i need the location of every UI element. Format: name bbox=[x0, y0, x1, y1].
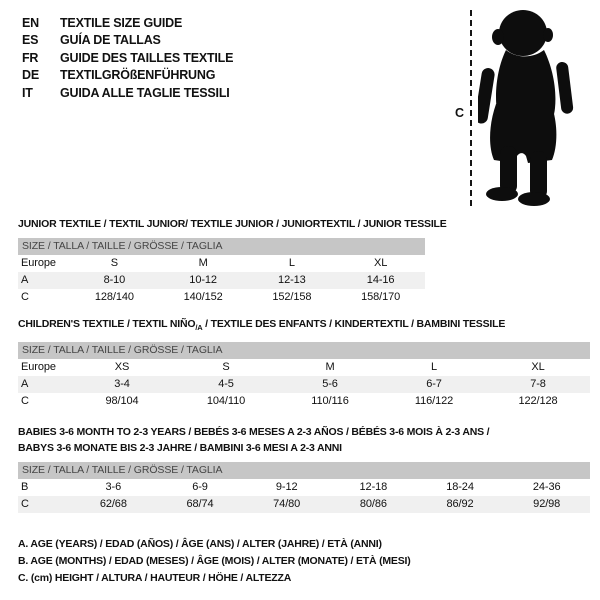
title-text: JUNIOR TEXTILE / TEXTIL JUNIOR/ TEXTILE JUNIOR / JUNIORTEXTIL / JUNIOR TESSILE bbox=[18, 218, 447, 230]
row-label: C bbox=[21, 498, 29, 510]
table-cell: 14-16 bbox=[366, 274, 395, 286]
table-title-line bbox=[18, 440, 590, 456]
footnote: B. AGE (MONTHS) / EDAD (MESES) / ÂGE (MOIS) / ALTER (MONATE) / ETÀ (MESI) bbox=[18, 555, 411, 567]
title-text: / TEXTILE DES ENFANTS / KINDERTEXTIL / BAMBINI TESSILE bbox=[202, 318, 506, 330]
language-code: DE bbox=[22, 68, 39, 83]
table-cell: L bbox=[430, 361, 438, 374]
table-cell: XL bbox=[531, 361, 545, 374]
table-cell: 12-18 bbox=[359, 481, 388, 493]
table-cell: 8-10 bbox=[103, 274, 126, 286]
table-cell: 158/170 bbox=[361, 291, 401, 303]
language-label: GUIDA ALLE TAGLIE TESSILI bbox=[60, 85, 230, 100]
table-cell: 80/86 bbox=[359, 498, 387, 510]
junior-size-section bbox=[18, 216, 447, 306]
table-cell: 110/116 bbox=[311, 395, 349, 408]
table-title-line bbox=[18, 216, 447, 232]
table-cell: 24-36 bbox=[532, 481, 561, 493]
title-subscript: /A bbox=[195, 323, 203, 333]
children-size-section bbox=[18, 316, 590, 410]
size-header-row: SIZE / TALLA / TAILLE / GRÖSSE / TAGLIA bbox=[18, 462, 590, 479]
babies-size-table bbox=[18, 462, 590, 513]
row-label: Europe bbox=[21, 257, 56, 269]
table-cell: 6-9 bbox=[192, 481, 208, 493]
table-row bbox=[18, 393, 590, 410]
footnote: C. (cm) HEIGHT / ALTURA / HAUTEUR / HÖHE / ALTEZZA bbox=[18, 572, 292, 584]
babies-size-section bbox=[18, 424, 590, 513]
row-label: B bbox=[21, 481, 29, 493]
language-code: IT bbox=[22, 85, 33, 100]
row-label: A bbox=[21, 378, 29, 391]
row-label: C bbox=[21, 291, 29, 303]
baby-silhouette-icon bbox=[478, 8, 578, 208]
table-cell: 18-24 bbox=[446, 481, 474, 493]
language-code: EN bbox=[22, 15, 39, 30]
table-cell: 3-4 bbox=[114, 378, 130, 391]
table-row bbox=[18, 359, 590, 376]
table-cell: 62/68 bbox=[99, 498, 127, 510]
table-cell: M bbox=[198, 257, 208, 269]
table-cell: XS bbox=[114, 361, 130, 374]
table-row bbox=[18, 496, 590, 513]
table-cell: L bbox=[288, 257, 295, 269]
size-header-row: SIZE / TALLA / TAILLE / GRÖSSE / TAGLIA bbox=[18, 342, 590, 359]
junior-size-table bbox=[18, 238, 425, 306]
table-cell: 116/122 bbox=[414, 395, 454, 408]
table-title bbox=[18, 216, 447, 232]
language-row bbox=[22, 84, 233, 102]
footnote: A. AGE (YEARS) / EDAD (AÑOS) / ÂGE (ANS) / ALTER (JAHRE) / ETÀ (ANNI) bbox=[18, 538, 382, 550]
language-row bbox=[22, 67, 233, 85]
row-label: A bbox=[21, 274, 29, 286]
language-row bbox=[22, 32, 233, 50]
table-cell: 5-6 bbox=[322, 378, 338, 391]
table-title bbox=[18, 424, 590, 456]
language-code: FR bbox=[22, 50, 39, 65]
footnote-list bbox=[18, 536, 411, 587]
table-cell: 68/74 bbox=[186, 498, 214, 510]
size-header-row: SIZE / TALLA / TAILLE / GRÖSSE / TAGLIA bbox=[18, 238, 425, 255]
language-label: GUIDE DES TAILLES TEXTILE bbox=[60, 50, 234, 65]
table-cell: 128/140 bbox=[94, 291, 134, 303]
language-label: TEXTILE SIZE GUIDE bbox=[60, 15, 183, 30]
title-text: BABYS 3-6 MONATE BIS 2-3 JAHRE / BAMBINI 3-6 MESI A 2-3 ANNI bbox=[18, 442, 342, 454]
language-list bbox=[22, 14, 233, 102]
height-measure-line bbox=[470, 10, 472, 206]
table-title bbox=[18, 316, 590, 336]
table-cell: XL bbox=[373, 257, 388, 269]
children-size-table bbox=[18, 342, 590, 410]
row-label: C bbox=[21, 395, 29, 408]
height-measure-label: C bbox=[455, 106, 465, 120]
table-cell: 86/92 bbox=[446, 498, 474, 510]
table-cell: 104/110 bbox=[206, 395, 246, 408]
table-cell: 3-6 bbox=[105, 481, 122, 493]
table-cell: 7-8 bbox=[530, 378, 546, 391]
table-row bbox=[18, 289, 425, 306]
table-cell: S bbox=[222, 361, 230, 374]
table-title-line bbox=[18, 424, 590, 440]
title-text: BABIES 3-6 MONTH TO 2-3 YEARS / BEBÉS 3-6 MESES A 2-3 AÑOS / BÉBÉS 3-6 MOIS À 2-3 ANS / bbox=[18, 426, 490, 438]
language-row bbox=[22, 49, 233, 67]
table-row bbox=[18, 376, 590, 393]
language-code: ES bbox=[22, 33, 39, 48]
table-cell: 92/98 bbox=[533, 498, 561, 510]
table-cell: 10-12 bbox=[189, 274, 217, 286]
table-cell: 9-12 bbox=[275, 481, 298, 493]
table-row bbox=[18, 272, 425, 289]
table-cell: 74/80 bbox=[273, 498, 301, 510]
table-cell: 12-13 bbox=[278, 274, 306, 286]
table-row bbox=[18, 255, 425, 272]
table-row bbox=[18, 479, 590, 496]
table-cell: 140/152 bbox=[183, 291, 223, 303]
title-text: CHILDREN'S TEXTILE / TEXTIL NIÑO bbox=[18, 318, 196, 330]
table-cell: 98/104 bbox=[105, 395, 139, 408]
row-label: Europe bbox=[21, 361, 56, 374]
language-label: GUÍA DE TALLAS bbox=[60, 33, 161, 48]
table-cell: 122/128 bbox=[518, 395, 558, 408]
table-cell: M bbox=[325, 361, 335, 374]
table-cell: 152/158 bbox=[272, 291, 312, 303]
language-label: TEXTILGRÖßENFÜHRUNG bbox=[60, 68, 216, 83]
table-cell: S bbox=[110, 257, 118, 269]
table-cell: 6-7 bbox=[426, 378, 442, 391]
language-row bbox=[22, 14, 233, 32]
table-title-line bbox=[18, 316, 590, 336]
table-cell: 4-5 bbox=[218, 378, 234, 391]
